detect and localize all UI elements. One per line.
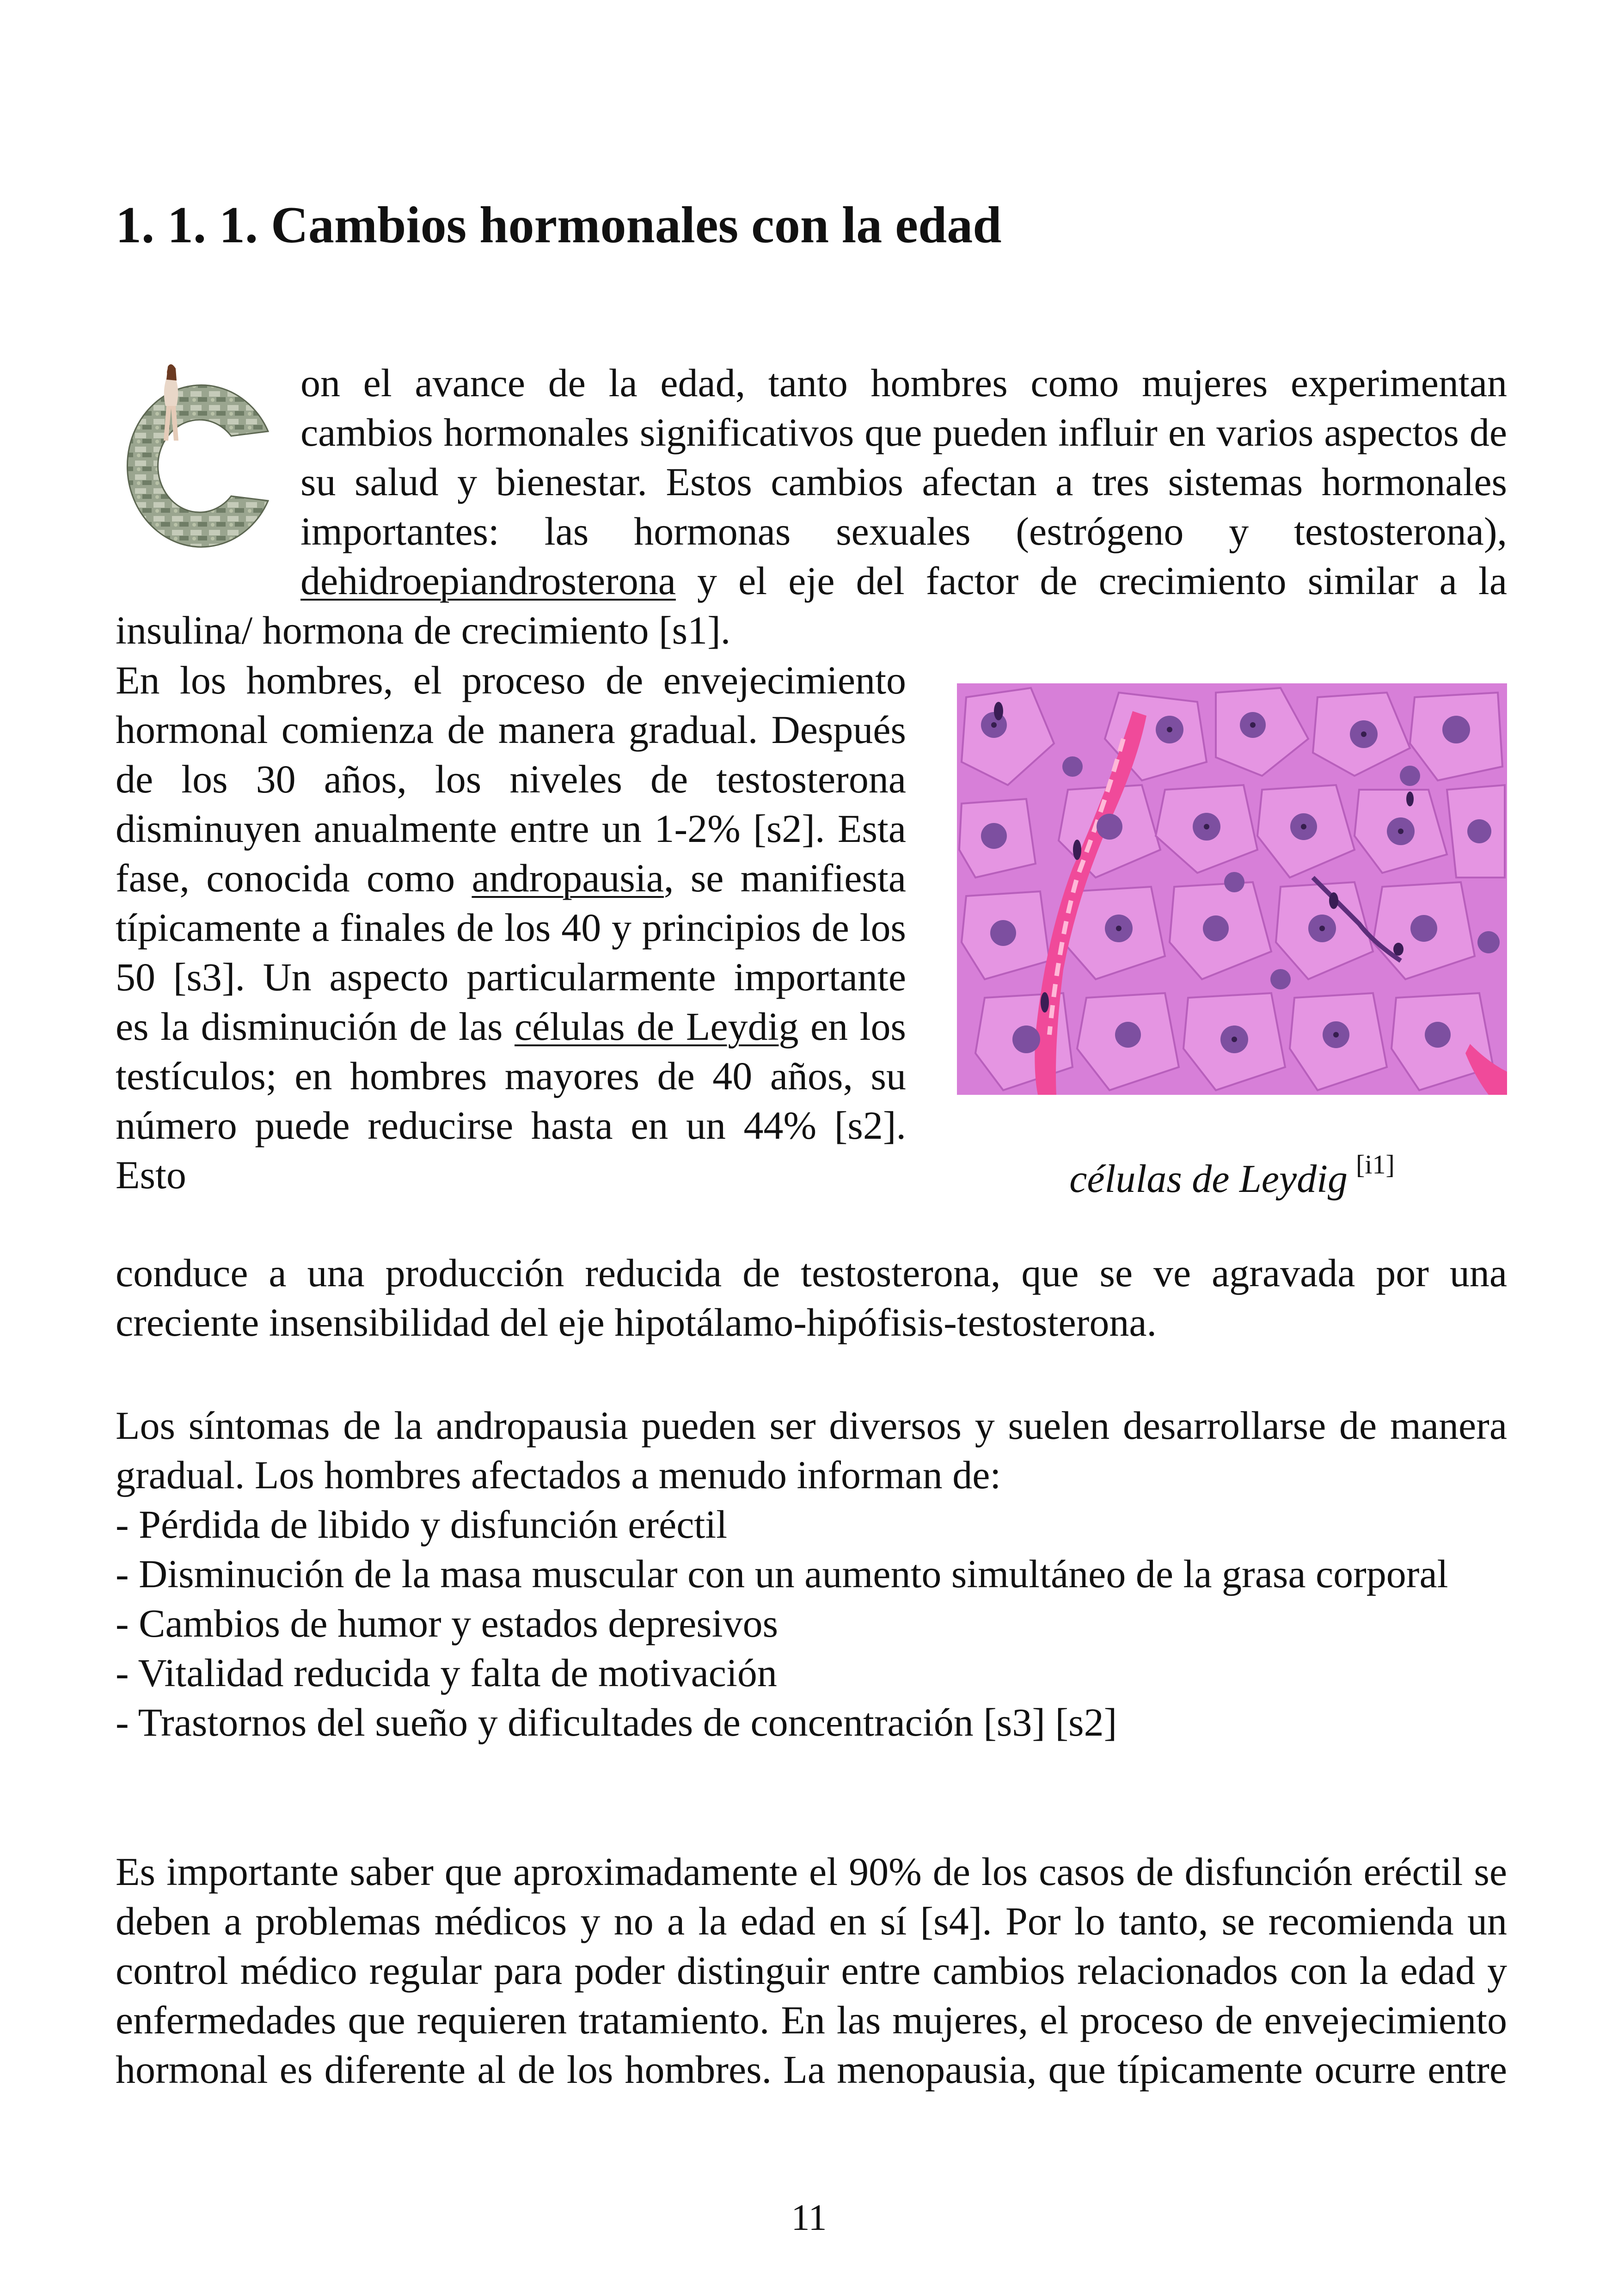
symptoms-block [116,1401,1507,1747]
closing-paragraph: Es importante saber que aproximadamente el 90% de los casos de disfunción eréctil se deben a problemas médicos y no a la edad en sí [s4]. Por lo tanto, se recomienda un control médico regular para poder distinguir entre cambios relacionados con la edad y enfermedades que requieren tratamiento. En las mujeres, el proceso de envejecimiento hormonal es diferente al de los hombres. La menopausia, que típicamente ocurre entre [116,1849,1507,2092]
caption-text: células de Leydig [1069,1156,1348,1201]
intro-paragraph-block [116,358,1507,655]
dropcap-illustration [116,362,300,560]
men-text-part3: en los testículos; en hombres mayores de 40 años, su número puede reducirse hasta en un 44% [s2]. Esto [116,1004,906,1197]
symptoms-intro: Los síntomas de la andropausia pueden ser diversos y suelen desarrollarse de manera gradual. Los hombres afectados a menudo informan de: [116,1403,1507,1497]
caption-reference: [i1] [1356,1149,1395,1179]
intro-text-lead: on el avance de la edad, tanto hombres como mujeres experimentan cambios hormonales significativos que pueden influir en varios aspectos de su salud y bienestar. Estos cambios afectan a tres sistemas hormonales importantes: las hormonas sexuales (estrógeno y testosterona), [300,361,1507,553]
intro-text-tail: y el eje del factor de crecimiento similar a la insulina/ hormona de crecimiento [s1]. [116,559,1507,652]
section-heading: 1. 1. 1. Cambios hormonales con la edad [116,196,1002,254]
closing-paragraph-block [116,1847,1507,2094]
money-letter-c-icon [116,362,291,556]
figure-caption [957,1140,1507,1203]
men-text-part2: , se manifiesta típicamente a finales de los 40 y principios de los 50 [s3]. Un aspecto particularmente importante es la disminución de las [116,856,906,1049]
list-item: - Vitalidad reducida y falta de motivación [116,1651,777,1695]
link-andropausia[interactable]: andropausia [472,856,664,900]
histology-micrograph [957,683,1507,1095]
page-number: 11 [791,2198,827,2238]
link-celulas-de-leydig[interactable]: células de Leydig [515,1004,799,1049]
men-paragraph [116,656,906,1200]
list-item: - Pérdida de libido y disfunción eréctil [116,1502,728,1547]
men-paragraph-continuation [116,1248,1507,1347]
intro-paragraph [116,358,1507,655]
continuation-text: conduce a una producción reducida de testosterona, que se ve agravada por una creciente insensibilidad del eje hipotálamo-hipófisis-testosterona. [116,1251,1507,1344]
leydig-cells-image [957,683,1507,1095]
list-item: - Disminución de la masa muscular con un aumento simultáneo de la grasa corporal [116,1552,1448,1596]
list-item: - Cambios de humor y estados depresivos [116,1601,778,1645]
symptoms-list [116,1500,1507,1747]
list-item: - Trastornos del sueño y dificultades de concentración [s3] [s2] [116,1700,1117,1744]
link-dehidroepiandrosterona[interactable]: dehidroepiandrosterona [300,559,676,603]
men-paragraph-column [116,656,906,1200]
men-text-part1: En los hombres, el proceso de envejecimiento hormonal comienza de manera gradual. Después de los 30 años, los niveles de testosterona disminuyen anualmente entre un 1-2% [s2]. Esta fase, conocida como [116,658,906,900]
